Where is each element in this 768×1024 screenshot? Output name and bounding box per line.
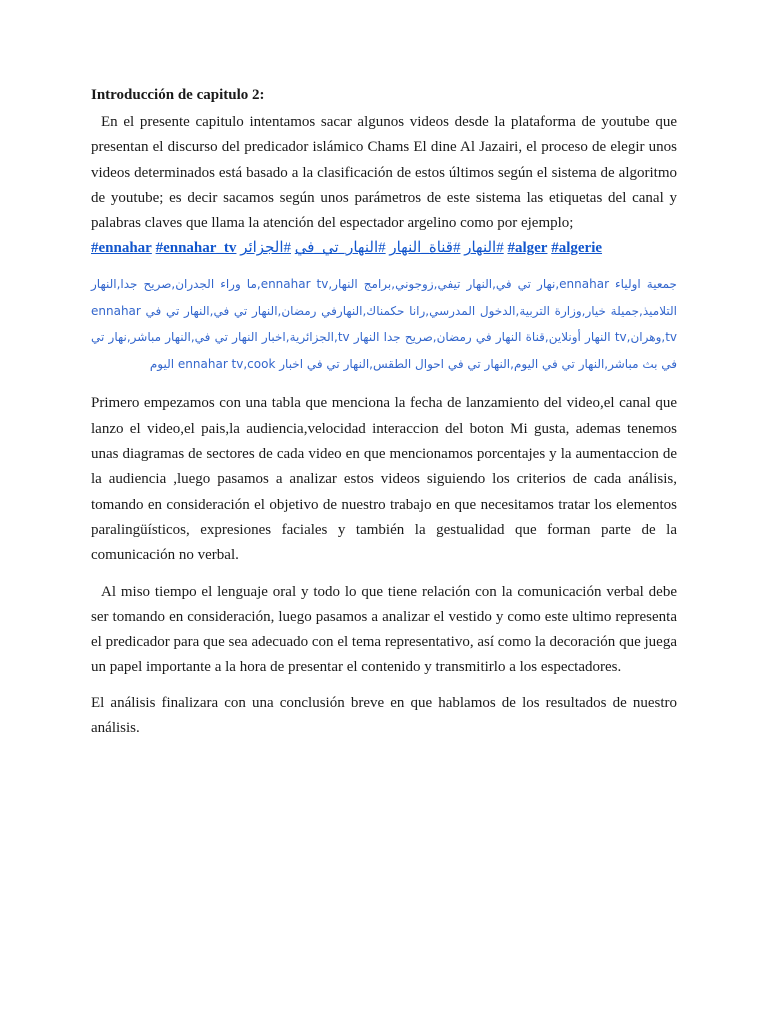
spacer [91,377,677,391]
hashtag-link[interactable]: #alger [507,240,548,257]
paragraph-methodology: Primero empezamos con una tabla que menciona la fecha de lanzamiento del video,el canal que lanzo el video,el pais,la audiencia,velocidad interaccion del boton Mi gusta, ademas tenemos unas diagramas de sectores de cada video en que mencionamos porcentajes y la aumentaccion de la audiencia ,luego pasamos a analizar estos videos siguiendo los criterios de cada análisis, tomando en consideración el objetivo de nuestro trabajo en que necesitamos tratar los elementos paralingüísticos, expresiones faciales y también la gestualidad que forman parte de la comunicación no verbal. [91,395,677,564]
hashtag-link[interactable]: #algerie [551,240,603,257]
paragraph-intro: En el presente capitulo intentamos sacar algunos videos desde la plataforma de youtube que presentan el discurso del predicador islámico Chams El dine Al Jazairi, el proceso de elegir unos videos determinados está basado a la clasificación de estos últimos según el sistema de algoritmo de youtube; es decir sacamos según unos parámetros de este sistema las etiquetas del canal y palabras claves que llama la atención del espectador argelino como por ejemplo; [91,114,677,232]
paragraph-conclusion: El análisis finalizara con una conclusión breve en que hablamos de los resultados de nuestro análisis. [91,694,677,737]
hashtag-list [91,236,677,261]
hashtag-text: #النهار_تي_في [294,240,386,257]
chapter-heading: Introducción de capitulo 2: [91,87,265,103]
hashtag-link[interactable] [389,240,460,256]
hashtag-text: #الجزائر [240,240,292,257]
hashtag-link[interactable] [464,240,504,256]
hashtag-text: #النهار [464,240,504,257]
hashtag-link[interactable] [295,240,386,256]
hashtag-link[interactable]: #ennahar [91,240,152,257]
document-body [91,84,677,741]
hashtag-link[interactable]: #ennahar_tv [155,240,237,257]
spacer [91,569,677,580]
arabic-keywords: جمعية اولياء ennahar,نهار تي في,النهار تيفي,زوجوني,برامج النهار,ennahar tv,ما وراء الجدران,صريح جدا,النهار التلاميذ,جميلة خيار,وزارة التربية,الدخول المدرسي,رانا حكمناك,النهارفي رمضان,النهار تي في,النهار تي في ennahar tv,وهران,tv النهار أونلاين,قناة النهار في رمضان,صريح جدا النهار tv,الجزائرية,اخبار النهار تي في,النهار مباشر,نهار تي في بث مباشر,النهار تي في اليوم,النهار تي في احوال الطقس,النهار تي في اخبار ennahar tv,cook اليوم [91,277,677,371]
hashtag-text: #قناة_النهار [389,240,461,257]
paragraph-verbal: Al miso tiempo el lenguaje oral y todo lo que tiene relación con la comunicación verbal debe ser tomando en consideración, luego pasamos a analizar el vestido y como este ultimo representa el predicador para que sea adecuado con el tema representativo, así como la decoración que juega un papel importante a la hora de presentar el contenido y transmitirlo a los espectadores. [91,583,677,676]
hashtag-link[interactable] [240,240,291,256]
spacer [91,681,677,691]
